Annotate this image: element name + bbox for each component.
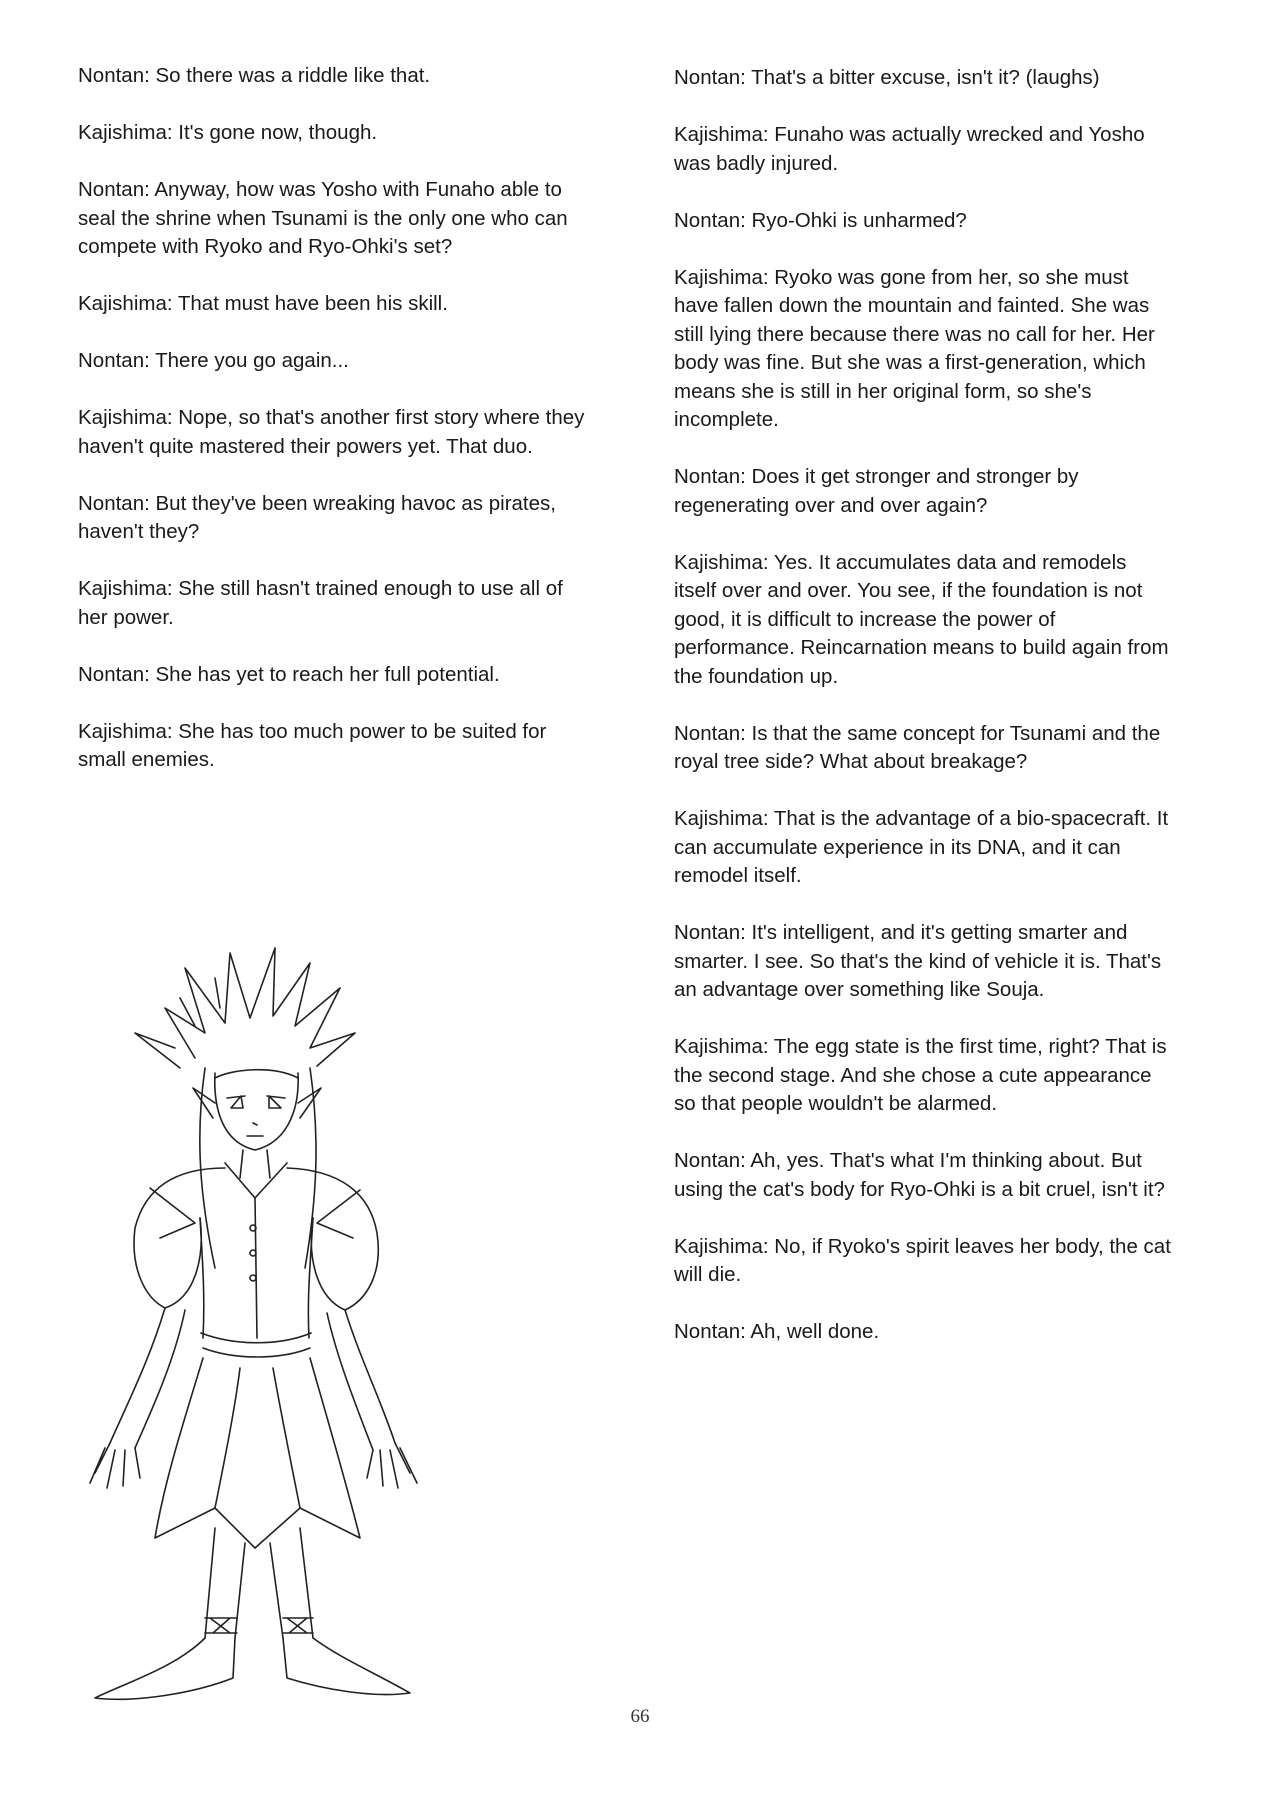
dialogue-line: Kajishima: She still hasn't trained enough to use all of her power. <box>78 577 563 629</box>
dialogue-line: Kajishima: That is the advantage of a bio-spacecraft. It can accumulate experience in its DNA, and it can remodel itself. <box>674 807 1169 887</box>
dialogue-line: Nontan: Ah, yes. That's what I'm thinking about. But using the cat's body for Ryo-Ohki is a bit cruel, isn't it? <box>674 1149 1165 1201</box>
dialogue-line: Kajishima: Funaho was actually wrecked and Yosho was badly injured. <box>674 123 1145 175</box>
dialogue-line: Kajishima: She has too much power to be suited for small enemies. <box>78 719 547 771</box>
dialogue-line: Kajishima: No, if Ryoko's spirit leaves her body, the cat will die. <box>674 1234 1171 1286</box>
dialogue-line: Nontan: Is that the same concept for Tsunami and the royal tree side? What about breakage? <box>674 721 1161 773</box>
dialogue-line: Nontan: She has yet to reach her full potential. <box>78 662 500 686</box>
dialogue-line: Kajishima: Yes. It accumulates data and remodels itself over and over. You see, if the foundation is not good, it is difficult to increase the power of performance. Reincarnation means to build again from the foundation up. <box>674 550 1169 688</box>
dialogue-line: Nontan: Ryo-Ohki is unharmed? <box>674 208 967 232</box>
dialogue-line: Kajishima: That must have been his skill. <box>78 292 448 315</box>
character-sketch-icon <box>55 938 455 1728</box>
dialogue-line: Nontan: That's a bitter excuse, isn't it? (laughs) <box>674 66 1100 89</box>
left-column <box>78 62 598 803</box>
dialogue-line: Nontan: There you go again... <box>78 349 349 372</box>
right-column <box>674 64 1174 1375</box>
page-number: 66 <box>630 1706 650 1727</box>
dialogue-line: Kajishima: Ryoko was gone from her, so she must have fallen down the mountain and fainted. She was still lying there because there was no call for her. Her body was fine. But she was a first-generation, which means she is still in her original form, so she's incomplete. <box>674 265 1155 431</box>
dialogue-line: Nontan: Ah, well done. <box>674 1320 880 1343</box>
dialogue-line: Kajishima: It's gone now, though. <box>78 121 378 144</box>
dialogue-line: Nontan: So there was a riddle like that. <box>78 64 431 87</box>
dialogue-line: Kajishima: The egg state is the first time, right? That is the second stage. And she chose a cute appearance so that people wouldn't be alarmed. <box>674 1035 1167 1115</box>
dialogue-line: Kajishima: Nope, so that's another first story where they haven't quite mastered their powers yet. That duo. <box>78 406 585 458</box>
dialogue-line: Nontan: But they've been wreaking havoc as pirates, haven't they? <box>78 491 556 543</box>
dialogue-line: Nontan: Does it get stronger and stronger by regenerating over and over again? <box>674 465 1079 517</box>
dialogue-line: Nontan: Anyway, how was Yosho with Funaho able to seal the shrine when Tsunami is the only one who can compete with Ryoko and Ryo-Ohki's set? <box>78 178 568 258</box>
dialogue-line: Nontan: It's intelligent, and it's getting smarter and smarter. I see. So that's the kind of vehicle it is. That's an advantage over something like Souja. <box>674 921 1162 1001</box>
